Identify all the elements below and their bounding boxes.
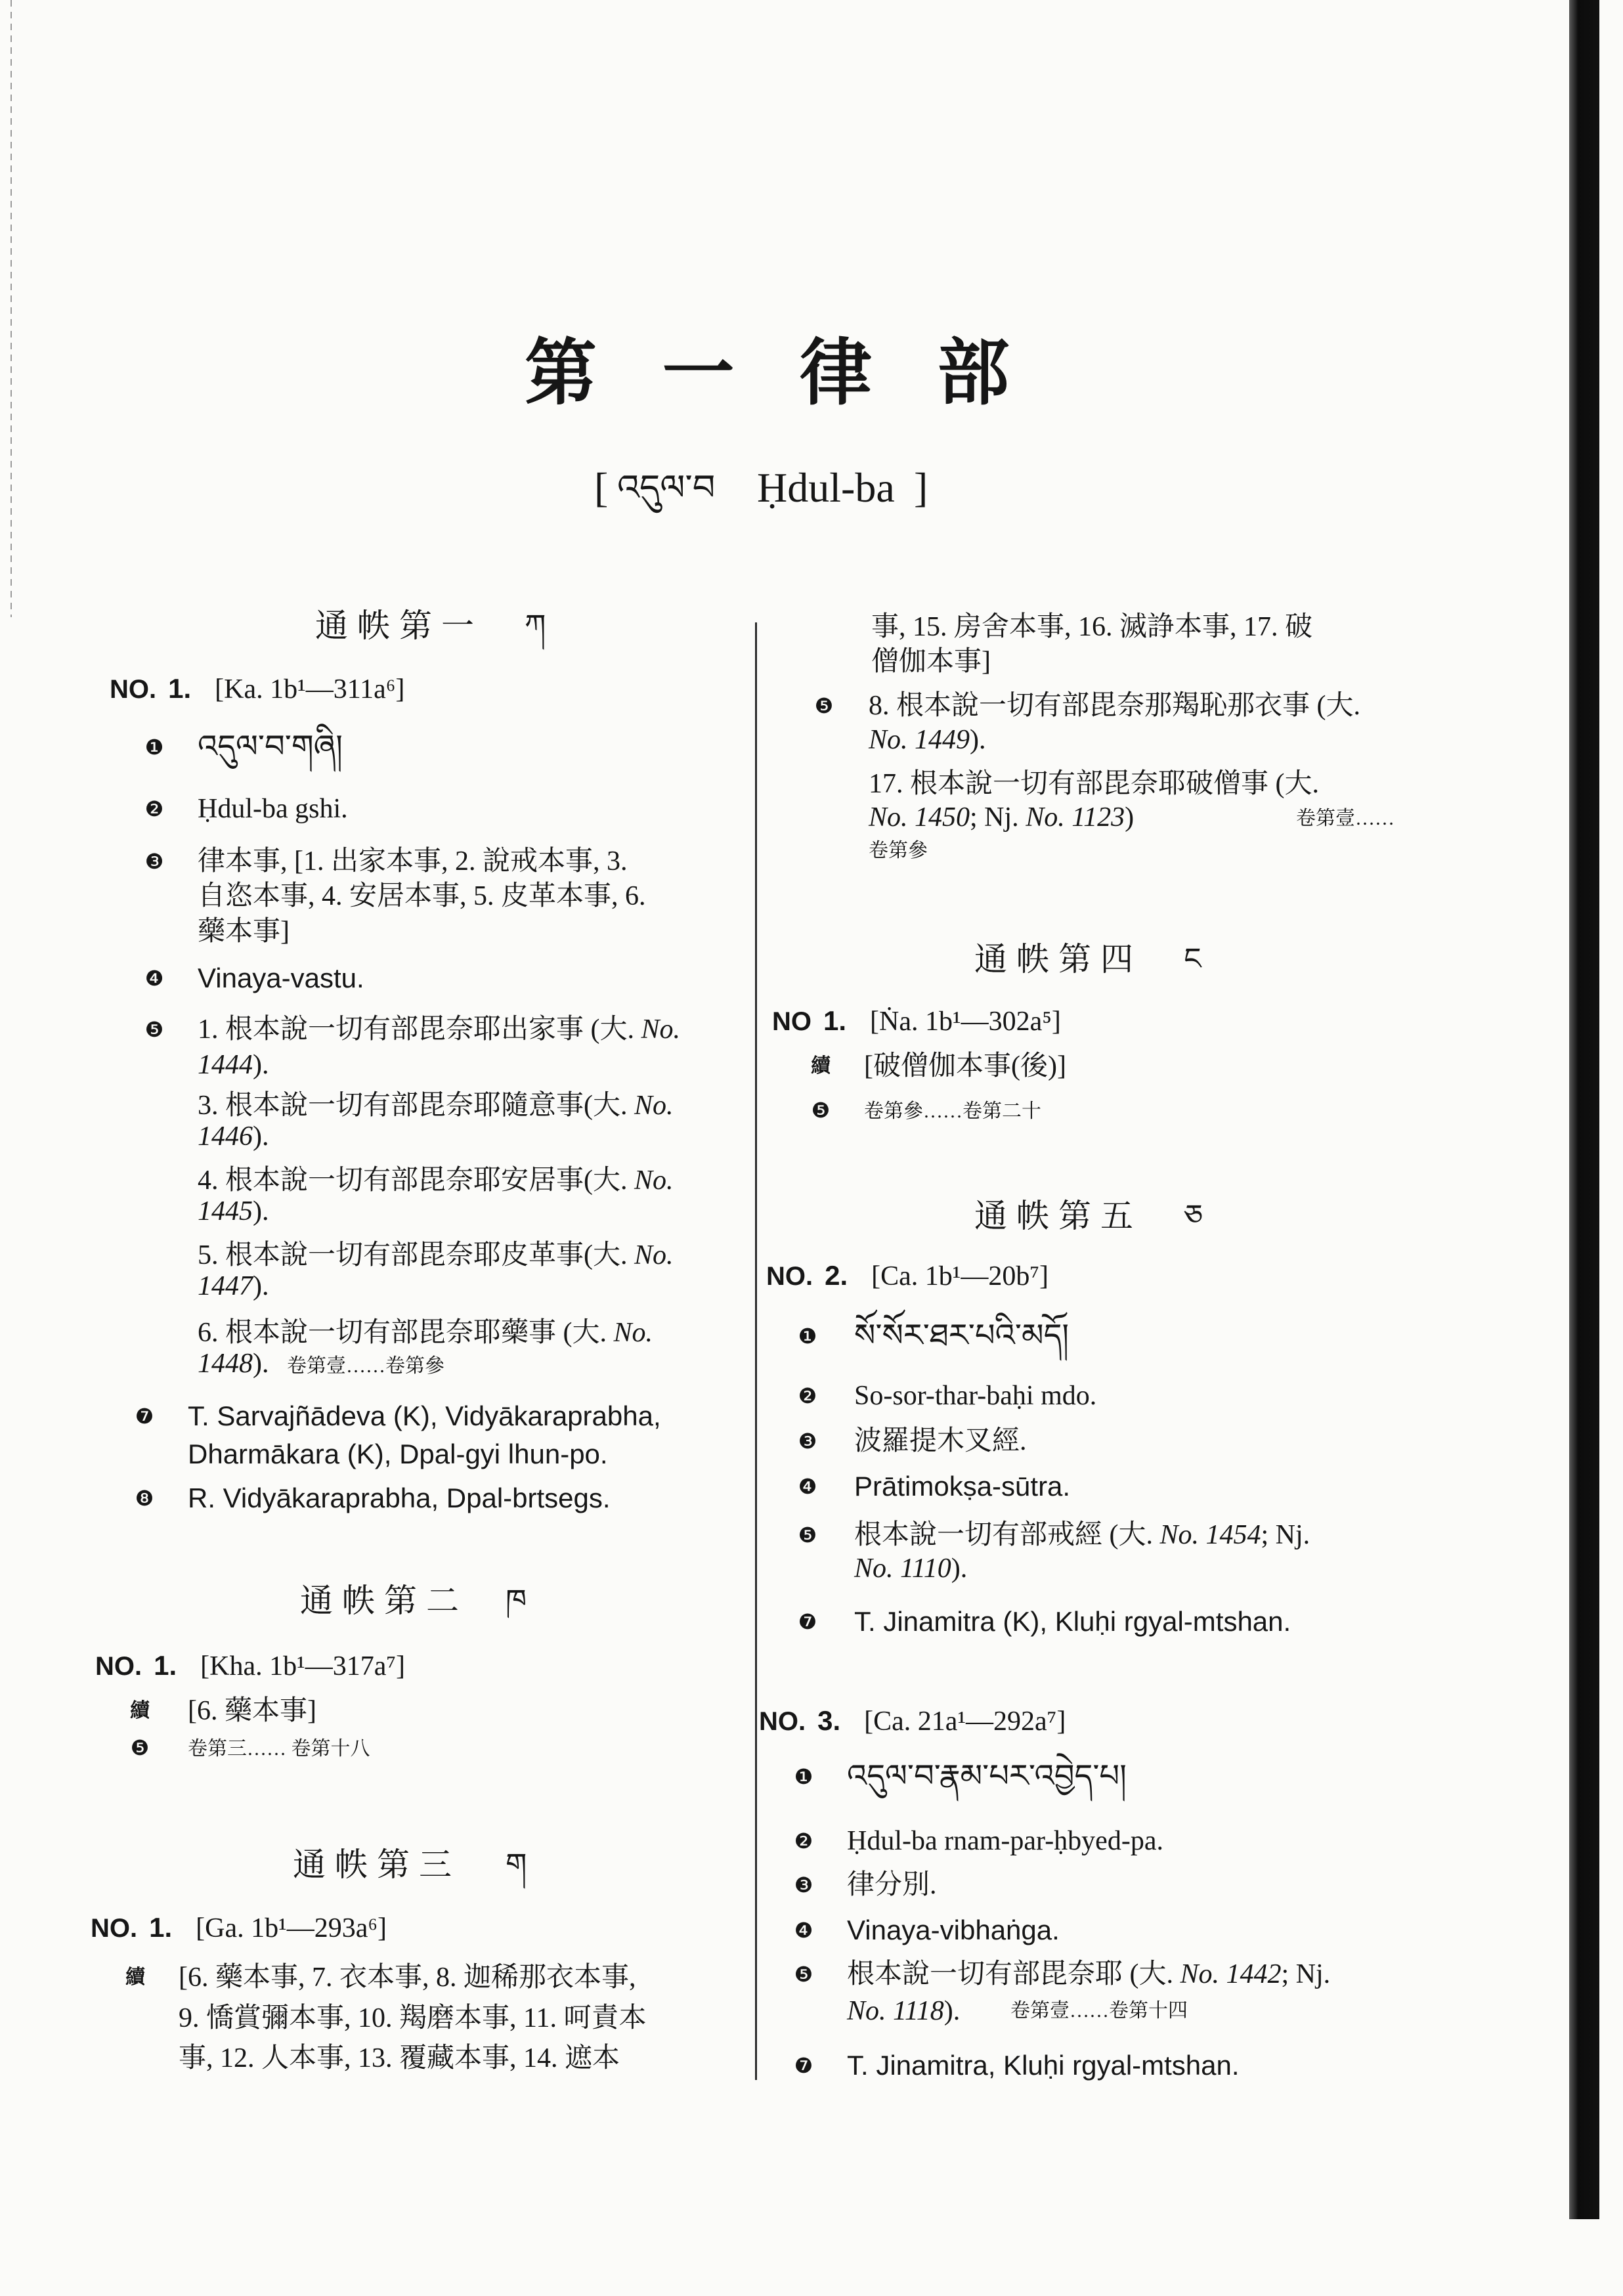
circled-number-3-marker: ❸ [144,849,164,874]
chinese-title-line: 律分別. [847,1870,937,1900]
scan-binding-shadow [1569,0,1599,2219]
romanized-title: Ḥdul-ba gshi. [198,794,348,824]
taisho-reference-line: 1448). [198,1349,269,1379]
entry-header [772,1004,1061,1039]
volume-heading: 通帙第二 [300,1582,468,1619]
continued-contents: 僧伽本事] [871,647,991,677]
volume-letter-tibetan: ཁ [506,1584,527,1617]
continued-marker: 續 [811,1054,831,1077]
italic-reference: No. [613,1318,653,1348]
entry-no-label: NO. [759,1707,806,1736]
chinese-title-line: 律本事, [1. 出家本事, 2. 說戒本事, 3. [198,846,628,877]
taisho-reference-line: 1444). [198,1050,269,1080]
subtitle-romanized: Ḥdul-ba [757,464,895,511]
subtitle-open-bracket: [ [594,464,609,511]
entry-number: 1. [168,673,192,704]
entry-header [110,672,404,706]
continued-contents: 事, 12. 人本事, 13. 覆藏本事, 14. 遮本 [179,2043,620,2073]
fascicle-range-note: 卷第壹……卷第參 [287,1355,444,1377]
circled-number-2-marker: ❷ [794,1829,813,1853]
italic-reference: No. [634,1240,674,1270]
circled-number-5-marker: ❺ [798,1523,817,1548]
italic-reference: No. 1110 [854,1553,951,1584]
circled-number-4-marker: ❹ [794,1918,813,1943]
taisho-reference-line: 1. 根本說一切有部毘奈耶出家事 (大. No. [198,1014,681,1045]
entry-no-label: NO [772,1007,812,1036]
page-title: 第 一 律 部 [525,334,1010,414]
taisho-reference-line: 4. 根本說一切有部毘奈耶安居事(大. No. [198,1165,674,1196]
circled-number-4-marker: ❹ [144,966,164,991]
chinese-title-line: 波羅提木叉經. [854,1426,1027,1456]
tibetan-title: སོ་སོར་ཐར་པའི་མདོ། [854,1318,1070,1353]
italic-reference: 1448 [198,1349,253,1379]
taisho-reference-line: 3. 根本說一切有部毘奈耶隨意事(大. No. [198,1091,674,1121]
romanized-title: Ḥdul-ba rnam-par-ḥbyed-pa. [847,1826,1163,1856]
circled-number-7-marker: ❼ [794,2053,813,2078]
entry-header [91,1911,387,1945]
italic-reference: No. 1118 [847,1996,944,2026]
taisho-reference-line: 1447). [198,1271,269,1301]
taisho-reference-line: No. 1449). [869,725,986,755]
tibetan-title: འདུལ་བ་གཞི། [198,729,343,764]
entry-header [95,1649,405,1683]
continued-contents: 事, 15. 房舍本事, 16. 滅諍本事, 17. 破 [871,612,1313,642]
fascicle-range-note: 卷第參 [869,840,928,861]
taisho-reference-line: No. 1118). [847,1996,961,2026]
entry-number: 2. [825,1260,848,1291]
entry-no-label: NO. [91,1914,138,1943]
entry-number: 1. [823,1005,847,1036]
fascicle-range-note: 卷第參……卷第二十 [864,1100,1041,1122]
entry-no-label: NO. [110,675,157,704]
italic-reference: 1444 [198,1050,253,1080]
entry-number: 3. [817,1705,841,1736]
chinese-title-line: 自恣本事, 4. 安居本事, 5. 皮革本事, 6. [198,881,646,911]
subtitle-close-bracket: ] [914,464,928,511]
volume-heading: 通帙第四 [974,941,1142,978]
continued-contents: 9. 憍賞彌本事, 10. 羯磨本事, 11. 呵責本 [179,2003,647,2033]
circled-number-5-marker: ❺ [811,1098,831,1123]
fascicle-range-note: 卷第壹…… [1296,808,1395,829]
circled-number-7-marker: ❼ [135,1404,154,1429]
entry-folio-ref: [Ṅa. 1b¹—302a⁵] [870,1007,1061,1037]
italic-reference: No. [634,1165,674,1196]
circled-number-3-marker: ❸ [794,1873,813,1897]
taisho-reference-line: No. 1450; Nj. No. 1123) [869,802,1135,833]
entry-folio-ref: [Ga. 1b¹—293a⁶] [196,1913,387,1943]
italic-reference: No. 1450 [869,802,970,833]
italic-reference: 1447 [198,1271,253,1301]
volume-heading: 通帙第三 [293,1846,461,1883]
sanskrit-title: Prātimokṣa-sūtra. [854,1471,1071,1502]
circled-number-8-marker: ❽ [135,1486,154,1511]
taisho-reference-line: 8. 根本說一切有部毘奈那羯恥那衣事 (大. [869,691,1360,721]
italic-reference: No. 1454 [1159,1520,1261,1550]
circled-number-1-marker: ❶ [144,735,164,760]
circled-number-7-marker: ❼ [798,1609,817,1634]
fascicle-range-note: 卷第壹……卷第十四 [1010,2000,1188,2022]
translators-line: Dharmākara (K), Dpal-gyi lhun-po. [188,1439,608,1469]
italic-reference: No. 1449 [869,725,970,755]
circled-number-1-marker: ❶ [798,1324,817,1349]
sanskrit-title: Vinaya-vastu. [198,963,364,993]
volume-letter-tibetan: ང [1184,942,1201,976]
taisho-reference-line: 5. 根本說一切有部毘奈耶皮革事(大. No. [198,1240,674,1270]
taisho-reference-line: No. 1110). [854,1553,968,1584]
column-divider [755,622,757,2080]
romanized-title: So-sor-thar-baḥi mdo. [854,1381,1097,1411]
italic-reference: No. [634,1091,674,1121]
taisho-reference-line: 1445). [198,1196,269,1226]
revisers-line: R. Vidyākaraprabha, Dpal-brtsegs. [188,1483,611,1513]
entry-folio-ref: [Ca. 21a¹—292a⁷] [864,1706,1066,1737]
volume-letter-tibetan: ག [506,1848,527,1881]
entry-no-label: NO. [95,1652,142,1681]
entry-folio-ref: [Ca. 1b¹—20b⁷] [871,1261,1049,1291]
continued-contents: [破僧伽本事(後)] [864,1051,1066,1081]
entry-number: 1. [149,1912,173,1943]
italic-reference: 1445 [198,1196,253,1226]
entry-folio-ref: [Ka. 1b¹—311a⁶] [215,674,405,704]
circled-number-5-marker: ❺ [814,693,834,718]
entry-number: 1. [154,1650,177,1681]
taisho-reference-line: 1446). [198,1121,269,1152]
taisho-reference-line: 6. 根本說一切有部毘奈耶藥事 (大. No. [198,1318,653,1348]
circled-number-2-marker: ❷ [144,796,164,821]
italic-reference: No. 1442 [1180,1959,1282,1989]
circled-number-3-marker: ❸ [798,1429,817,1454]
circled-number-1-marker: ❶ [794,1764,813,1789]
italic-reference: 1446 [198,1121,253,1152]
taisho-reference-line: 17. 根本說一切有部毘奈耶破僧事 (大. [869,769,1319,799]
entry-header [759,1704,1066,1739]
taisho-reference-line: 根本說一切有部戒經 (大. No. 1454; Nj. [854,1520,1310,1550]
translators-line: T. Sarvajñādeva (K), Vidyākaraprabha, [188,1400,661,1431]
circled-number-5-marker: ❺ [144,1017,164,1042]
continued-contents: [6. 藥本事, 7. 衣本事, 8. 迦稀那衣本事, [179,1962,636,1993]
continued-marker: 續 [130,1699,150,1722]
circled-number-2-marker: ❷ [798,1383,817,1408]
continued-contents: [6. 藥本事] [188,1696,316,1726]
circled-number-4-marker: ❹ [798,1474,817,1499]
translators-line: T. Jinamitra, Kluḥi rgyal-mtshan. [847,2050,1240,2081]
chinese-title-line: 藥本事] [198,917,290,947]
italic-reference: No. [641,1014,681,1045]
scan-left-edge [11,0,12,617]
entry-header [766,1259,1049,1293]
translators-line: T. Jinamitra (K), Kluḥi rgyal-mtshan. [854,1606,1291,1637]
taisho-reference-line: 根本說一切有部毘奈耶 (大. No. 1442; Nj. [847,1959,1331,1989]
volume-letter-tibetan: ཀ [525,609,546,642]
italic-reference: No. 1123 [1026,802,1125,833]
fascicle-range-note: 卷第三…… 卷第十八 [188,1738,370,1760]
circled-number-5-marker: ❺ [130,1735,150,1760]
volume-heading: 通帙第五 [974,1198,1142,1234]
subtitle-tibetan: འདུལ་བ [617,468,716,508]
tibetan-title: འདུལ་བ་རྣམ་པར་འབྱེད་པ། [847,1759,1127,1794]
circled-number-5-marker: ❺ [794,1962,813,1987]
volume-heading: 通帙第一 [315,607,483,644]
continued-marker: 續 [125,1966,145,1989]
entry-no-label: NO. [766,1262,813,1291]
entry-folio-ref: [Kha. 1b¹—317a⁷] [200,1651,405,1681]
sanskrit-title: Vinaya-vibhaṅga. [847,1915,1060,1945]
volume-letter-tibetan: ཅ [1184,1199,1203,1232]
